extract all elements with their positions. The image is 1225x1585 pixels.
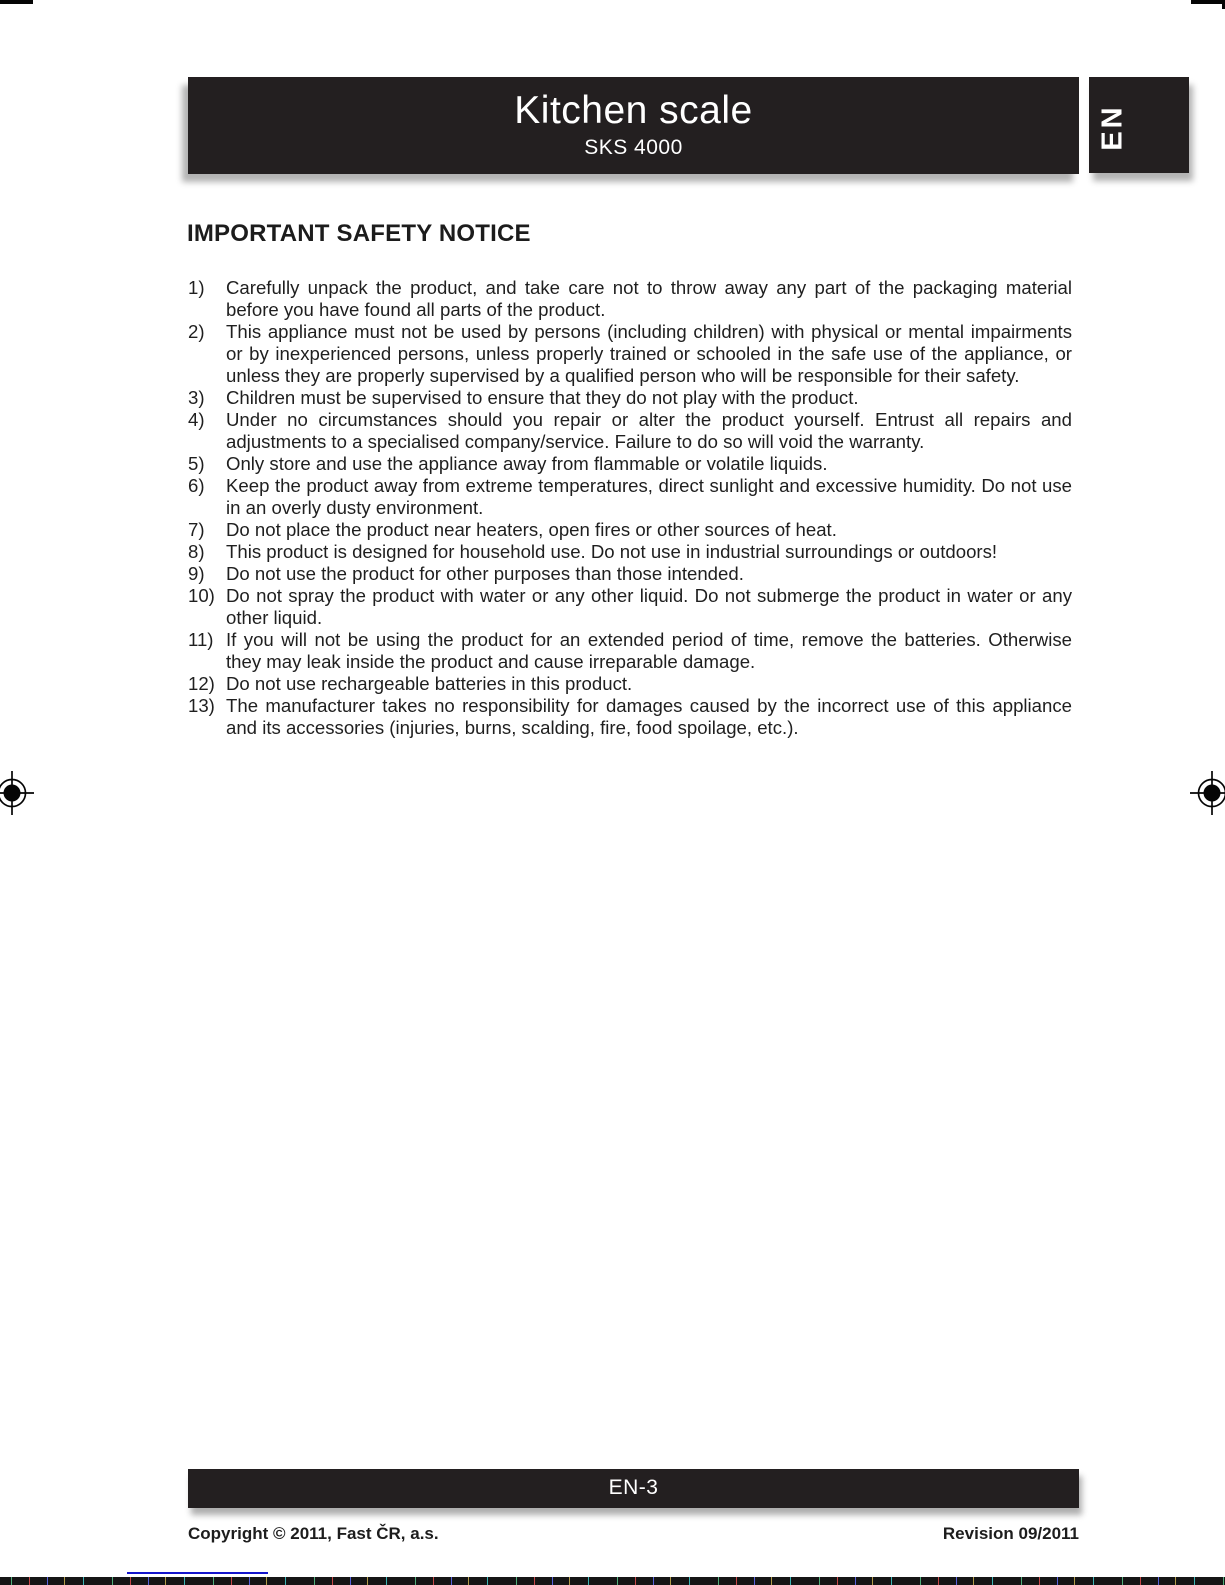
language-tab	[1089, 77, 1189, 173]
list-item	[188, 475, 1072, 519]
list-item-number: 11)	[188, 629, 214, 650]
list-item	[188, 453, 1072, 475]
list-item-text: Do not use rechargeable batteries in this product.	[226, 673, 633, 694]
list-item	[188, 695, 1072, 739]
list-item	[188, 563, 1072, 585]
registration-mark-icon	[1189, 770, 1225, 816]
list-item-number: 6)	[188, 475, 205, 496]
list-item	[188, 519, 1072, 541]
list-item-number: 13)	[188, 695, 215, 716]
footer	[188, 1524, 1079, 1544]
copyright-text: Copyright © 2011, Fast ČR, a.s.	[188, 1524, 439, 1543]
list-item-text: Do not spray the product with water or any other liquid. Do not submerge the product in water or any other liquid.	[226, 585, 1072, 628]
list-item-number: 4)	[188, 409, 205, 430]
list-item-text: The manufacturer takes no responsibility for damages caused by the incorrect use of this appliance and its accessories (injuries, burns, scalding, fire, food spoilage, etc.).	[226, 695, 1072, 738]
list-item-number: 1)	[188, 277, 205, 298]
list-item	[188, 629, 1072, 673]
list-item-number: 3)	[188, 387, 205, 408]
list-item-number: 5)	[188, 453, 205, 474]
list-item-text: Keep the product away from extreme temperatures, direct sunlight and excessive humidity. Do not use in an overly dusty environment.	[226, 475, 1072, 518]
list-item-number: 12)	[188, 673, 215, 694]
list-item-text: Children must be supervised to ensure that they do not play with the product.	[226, 387, 859, 408]
list-item	[188, 541, 1072, 563]
list-item-text: This appliance must not be used by persons (including children) with physical or mental impairments or by inexperienced persons, unless properly trained or schooled in the safe use of the appliance, or unless they are properly supervised by a qualified person who will be responsible for their safety.	[226, 321, 1072, 386]
list-item-text: Under no circumstances should you repair or alter the product yourself. Entrust all repairs and adjustments to a specialised company/service. Failure to do so will void the warranty.	[226, 409, 1072, 452]
list-item-text: If you will not be using the product for an extended period of time, remove the batteries. Otherwise they may leak inside the product and cause irreparable damage.	[226, 629, 1072, 672]
registration-mark-icon	[0, 770, 35, 816]
list-item	[188, 387, 1072, 409]
scan-noise-strip	[0, 1577, 1225, 1585]
list-item	[188, 585, 1072, 629]
safety-list	[188, 277, 1072, 739]
list-item	[188, 277, 1072, 321]
list-item-text: This product is designed for household use. Do not use in industrial surroundings or outdoors!	[226, 541, 998, 562]
header-band	[188, 77, 1079, 174]
crop-mark-top-left-icon	[0, 0, 33, 4]
list-item	[188, 673, 1072, 695]
accent-line	[127, 1572, 268, 1574]
section-title: IMPORTANT SAFETY NOTICE	[187, 220, 531, 247]
list-item-number: 9)	[188, 563, 205, 584]
page-subtitle: SKS 4000	[584, 135, 683, 159]
list-item	[188, 409, 1072, 453]
list-item-number: 10)	[188, 585, 215, 606]
list-item-number: 2)	[188, 321, 205, 342]
revision-text: Revision 09/2011	[942, 1524, 1079, 1543]
list-item	[188, 321, 1072, 387]
list-item-text: Carefully unpack the product, and take care not to throw away any part of the packaging material before you have found all parts of the product.	[226, 277, 1072, 320]
language-tab-label: EN	[1096, 104, 1129, 151]
list-item-number: 8)	[188, 541, 205, 562]
list-item-text: Do not use the product for other purposes than those intended.	[226, 563, 744, 584]
crop-mark-top-right-icon	[1191, 0, 1225, 4]
list-item-number: 7)	[188, 519, 205, 540]
page-number-bar	[188, 1469, 1079, 1508]
list-item-text: Only store and use the appliance away from flammable or volatile liquids.	[226, 453, 828, 474]
page-title: Kitchen scale	[514, 89, 753, 133]
list-item-text: Do not place the product near heaters, open fires or other sources of heat.	[226, 519, 837, 540]
page-number-label: EN-3	[608, 1476, 659, 1499]
